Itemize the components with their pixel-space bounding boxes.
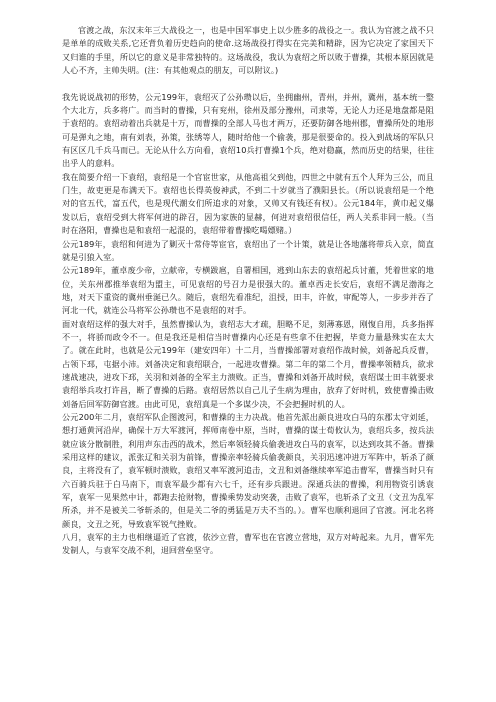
- paragraph-yuan-shao-intro: 我在简要介绍一下袁绍，袁绍是一个官宦世家，从他高祖父到他，四世之中就有五个人拜为三公，而且门生，故吏更是布满天下。袁绍也长得英俊神武，不到二十岁就当了濮阳县长。（所以说袁绍是一个绝对的官五代，富五代，也是现代潮女们所追求的对象，又帅又有钱还有权）。公元184年，黄巾起义爆发以后，袁绍受到大将军何进的辟召，因为家族的显赫，何进对袁绍很信任，两人关系非同一般。（当时在洛阳，曹操也是和袁绍一起混的，袁绍带着曹操吃喝嫖赌。）: [62, 171, 434, 236]
- paragraph-189-plan: 公元189年，袁绍和何进为了剿灭十常侍等宦官，袁绍出了一个计策，就是让各地藩将带兵入京，简直就是引狼入室。: [62, 238, 434, 262]
- paragraph-gap: [62, 77, 434, 90]
- paragraph-200-battles: 公元200年二月，袁绍军队企图渡河，和曹操的主力决战。他首先派出颜良进攻白马的东郡太守刘延，想打通黄河沿岸，确保十万大军渡河，挥师南卷中原，当时，曹操的谋士荀攸认为，袁绍兵多，按兵法就应该分散制胜，利用声东击西的战术，然后率领轻骑兵偷袭进攻白马的袁军，以达到攻其不备。曹操采用这样的建议，派张辽和关羽为前锋，曹操亲率轻骑兵偷袭颜良，关羽迅速冲进万军阵中，斩杀了颜良，主将没有了，袁军顿时溃败，袁绍又率军渡河追击，文丑和刘备继续率军追击曹军，曹操当时只有六百骑兵驻于白马南下，而袁军最少都有六七千，还有步兵跟进。深通兵法的曹操，利用物资引诱袁军，袁军一见果然中计，都跑去抢财物，曹操乘势发动突袭，击败了袁军，也斩杀了文丑（文丑为乱军所杀，并不是被关二爷斩杀的，但是关二爷的勇猛是万夫不当的。）。曹军也顺利退回了官渡。河北名将颜良，文丑之死，导致袁军锐气挫败。: [62, 411, 434, 529]
- document-body: [62, 24, 434, 558]
- paragraph-intro: 官渡之战，东汉末年三大战役之一，也是中国军事史上以少胜多的战役之一。我认为官渡之战不只是单单的成败关系,它还背负着历史趋向的使命.这场战役打得实在完美和精辟，因为它决定了家国天下又归谁的手里，所以它的意义是非常独特的。这场战役，我认为袁绍之所以败于曹操，其根本原因就是人心不齐，主帅失明。(注：有其他观点的朋友，可以附议。): [62, 25, 434, 76]
- paragraph-august-standoff: 八月，袁军的主力也相继逼近了官渡，依沙立营，曹军也在官渡立营地，双方对峙起来。九月，曹军先发制人，与袁军交战不利，退回营垒坚守。: [62, 532, 434, 556]
- paragraph-facing-opponent: 面对袁绍这样的强大对手，虽然曹操认为，袁绍志大才疏，胆略不足，刻薄寡恩，刚愎自用，兵多指挥不一，将骄而政令不一。但是我还是相信当时曹操内心还是有些拿不住把握，毕竟力量悬殊实在太大了。就在此时，也就是公元199年（建安四年）十二月，当曹操部署对袁绍作战时候，刘备起兵反曹，占领下邳，屯据小沛。刘备决定和袁绍联合，一起进攻曹操。第二年的第二个月，曹操率领精兵，欲求速战速决，进攻下邳，关羽和刘备的全军主力溃败。正当，曹操和刘备开战时候，袁绍谋士田丰就要求袁绍举兵攻打许昌，断了曹操的后路。袁绍居然以自己儿子生病为理由，放弃了好时机，致使曹操击败刘备后回军防御官渡。由此可见，袁绍真是一个多谋少决，不会把握时机的人。: [62, 318, 434, 409]
- paragraph-189-dong-zhuo: 公元189年，董卓废少帝，立献帝，专横跋扈，自署相国，逃到山东去的袁绍起兵讨董，凭着世家的地位，关东州郡推举袁绍为盟主，可见袁绍的号召力是很强大的。董卓西走长安后，袁绍不满足渤海之地，对天下重资的冀州垂涎已久。随后，袁绍先看准纪，沮授，田丰，许攸，审配等人，一步步并吞了河北一代，就连公马将军公孙瓒也不是袁绍的对手。: [62, 265, 434, 316]
- paragraph-initial-situation: 我先说说战初的形势，公元199年，袁绍灭了公孙瓒以后，坐拥幽州，青州，并州，冀州，基本统一整个大北方，兵多将广。而当时的曹操，只有兖州，徐州及部分豫州，司隶等，无论人力还是地盘都是阻于袁绍的。袁绍动着出兵就是十万，而曹操的全部人马也才两万，还要防御各地州郡，曹操所处的地形可是弹丸之地，南有刘表，孙策，张绣等人，随时给他一个偷袭，那是很要命的。投入到战场的军队只有区区几千兵马而已。无论从什么方向看，袁绍10兵打曹操1个兵，绝对稳赢，然而历史的结果，往往出乎人的意料。: [62, 91, 434, 169]
